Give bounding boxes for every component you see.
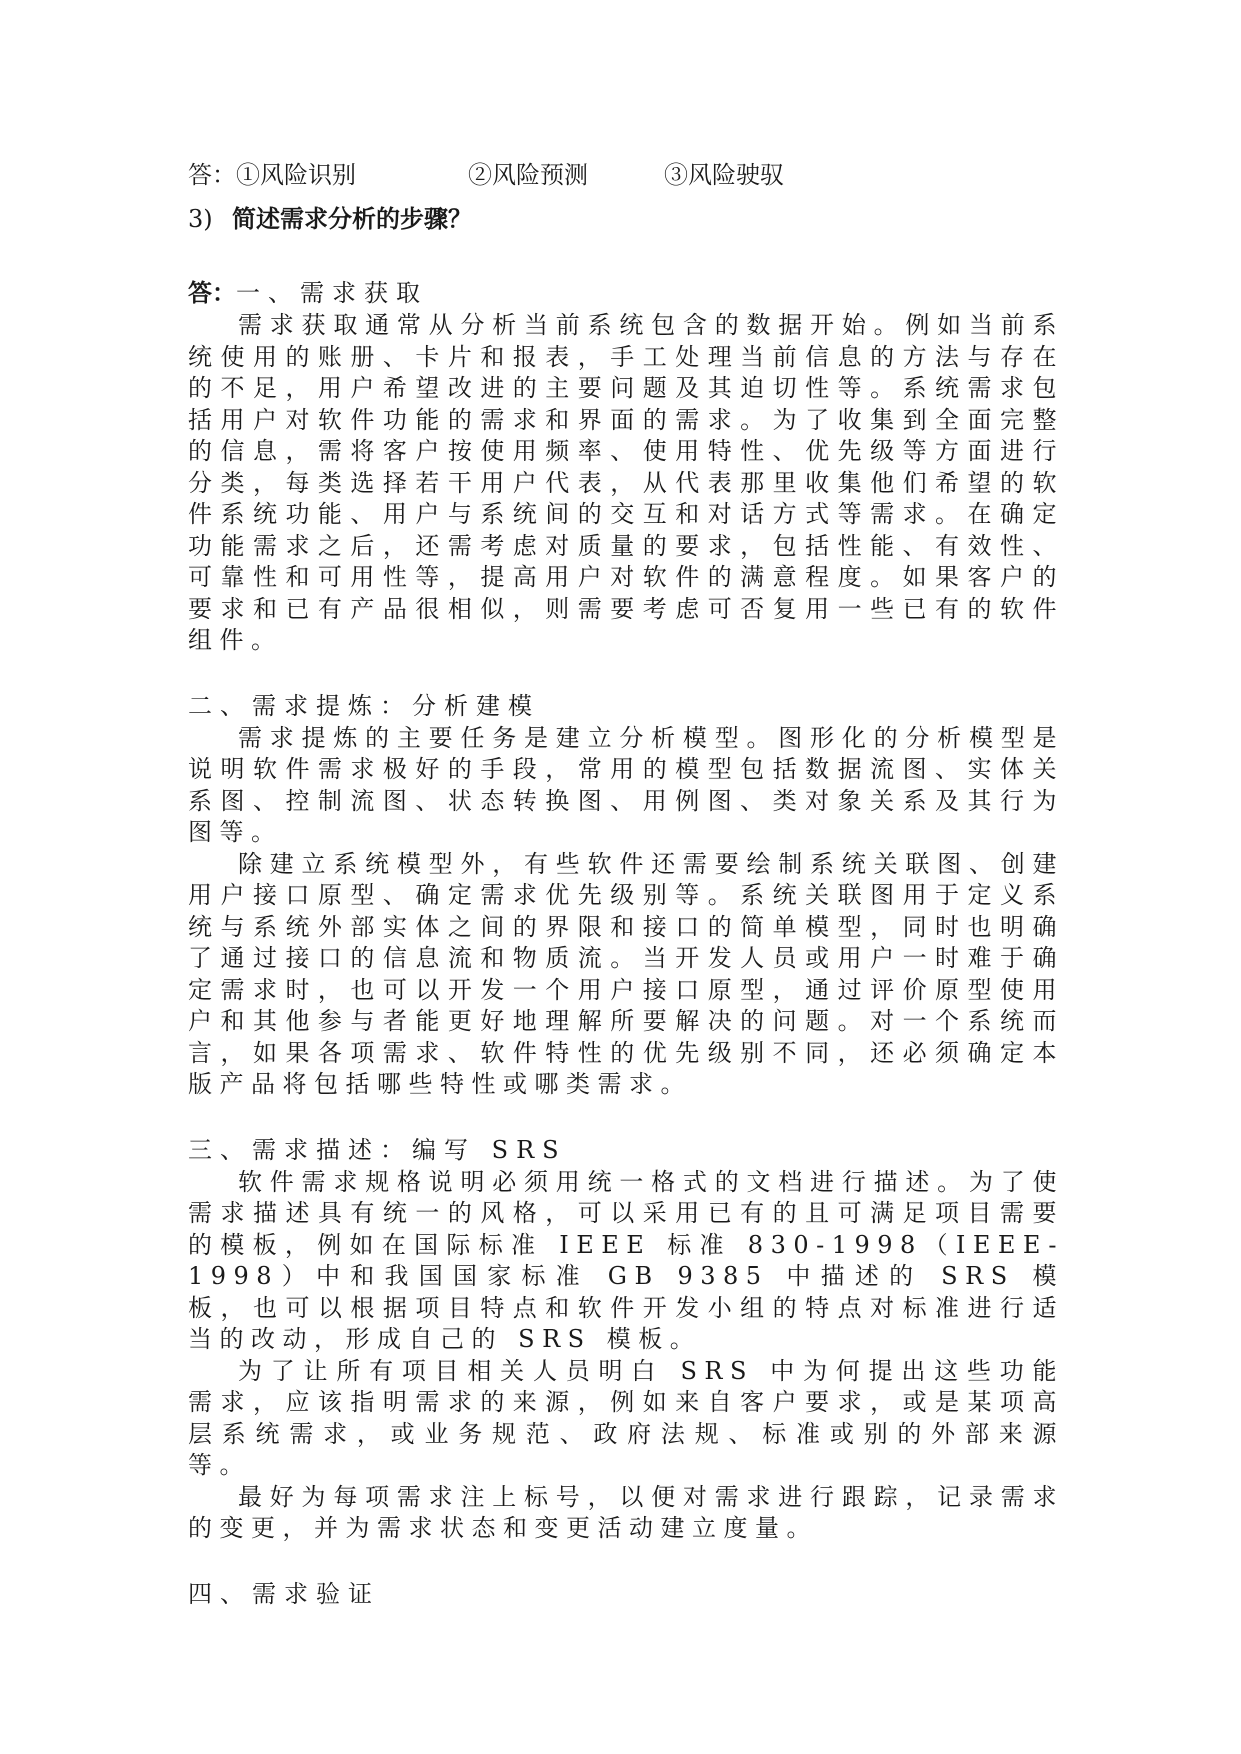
question-line bbox=[188, 202, 1064, 236]
section-heading-1 bbox=[188, 276, 1064, 310]
question-number: 3) bbox=[188, 205, 213, 233]
risk-item-prediction: ②风险预测 bbox=[468, 161, 588, 189]
section-heading-4 bbox=[188, 1577, 1064, 1611]
section-title-3: 三、需求描述：编写 SRS bbox=[188, 1135, 567, 1164]
risk-answer-line bbox=[188, 158, 1064, 192]
risk-item-control: ③风险驶驭 bbox=[664, 161, 784, 189]
answer-label: 答： bbox=[188, 279, 236, 307]
question-text: 简述需求分析的步骤？ bbox=[232, 205, 472, 233]
paragraph: 最好为每项需求注上标号，以便对需求进行跟踪，记录需求的变更，并为需求状态和变更活动建立度量。 bbox=[188, 1482, 1064, 1542]
section-title-4: 四、需求验证 bbox=[188, 1579, 380, 1608]
section-title-2: 二、需求提炼：分析建模 bbox=[188, 691, 540, 720]
paragraph: 为了让所有项目相关人员明白 SRS 中为何提出这些功能需求，应该指明需求的来源，例如来自客户要求，或是某项高层系统需求，或业务规范、政府法规、标准或别的外部来源等。 bbox=[188, 1356, 1064, 1479]
paragraph: 需求提炼的主要任务是建立分析模型。图形化的分析模型是说明软件需求极好的手段，常用的模型包括数据流图、实体关系图、控制流图、状态转换图、用例图、类对象关系及其行为图等。 bbox=[188, 723, 1064, 846]
paragraph: 软件需求规格说明必须用统一格式的文档进行描述。为了使需求描述具有统一的风格，可以采用已有的且可满足项目需要的模板，例如在国际标准 IEEE 标准 830-1998（IEEE-1998）中和我国国家标准 GB 9385 中描述的 SRS 模板，也可以根据项目特点和软件开发小组的特点对标准进行适当的改动，形成自己的 SRS 模板。 bbox=[188, 1167, 1064, 1353]
paragraph: 除建立系统模型外，有些软件还需要绘制系统关联图、创建用户接口原型、确定需求优先级别等。系统关联图用于定义系统与系统外部实体之间的界限和接口的简单模型，同时也明确了通过接口的信息流和物质流。当开发人员或用户一时难于确定需求时，也可以开发一个用户接口原型，通过评价原型使用户和其他参与者能更好地理解所要解决的问题。对一个系统而言，如果各项需求、软件特性的优先级别不同，还必须确定本版产品将包括哪些特性或哪类需求。 bbox=[188, 849, 1064, 1098]
section-title-1: 一、需求获取 bbox=[236, 279, 428, 307]
section-heading-3 bbox=[188, 1133, 1064, 1167]
section-heading-2 bbox=[188, 689, 1064, 723]
paragraph: 需求获取通常从分析当前系统包含的数据开始。例如当前系统使用的账册、卡片和报表，手工处理当前信息的方法与存在的不足，用户希望改进的主要问题及其迫切性等。系统需求包括用户对软件功能的需求和界面的需求。为了收集到全面完整的信息，需将客户按使用频率、使用特性、优先级等方面进行分类，每类选择若干用户代表，从代表那里收集他们希望的软件系统功能、用户与系统间的交互和对话方式等需求。在确定功能需求之后，还需考虑对质量的要求，包括性能、有效性、可靠性和可用性等，提高用户对软件的满意程度。如果客户的要求和已有产品很相似，则需要考虑可否复用一些已有的软件组件。 bbox=[188, 311, 1064, 654]
risk-item-identification: ①风险识别 bbox=[236, 161, 356, 189]
document-page bbox=[188, 158, 1064, 1611]
answer-prefix: 答： bbox=[188, 161, 236, 189]
